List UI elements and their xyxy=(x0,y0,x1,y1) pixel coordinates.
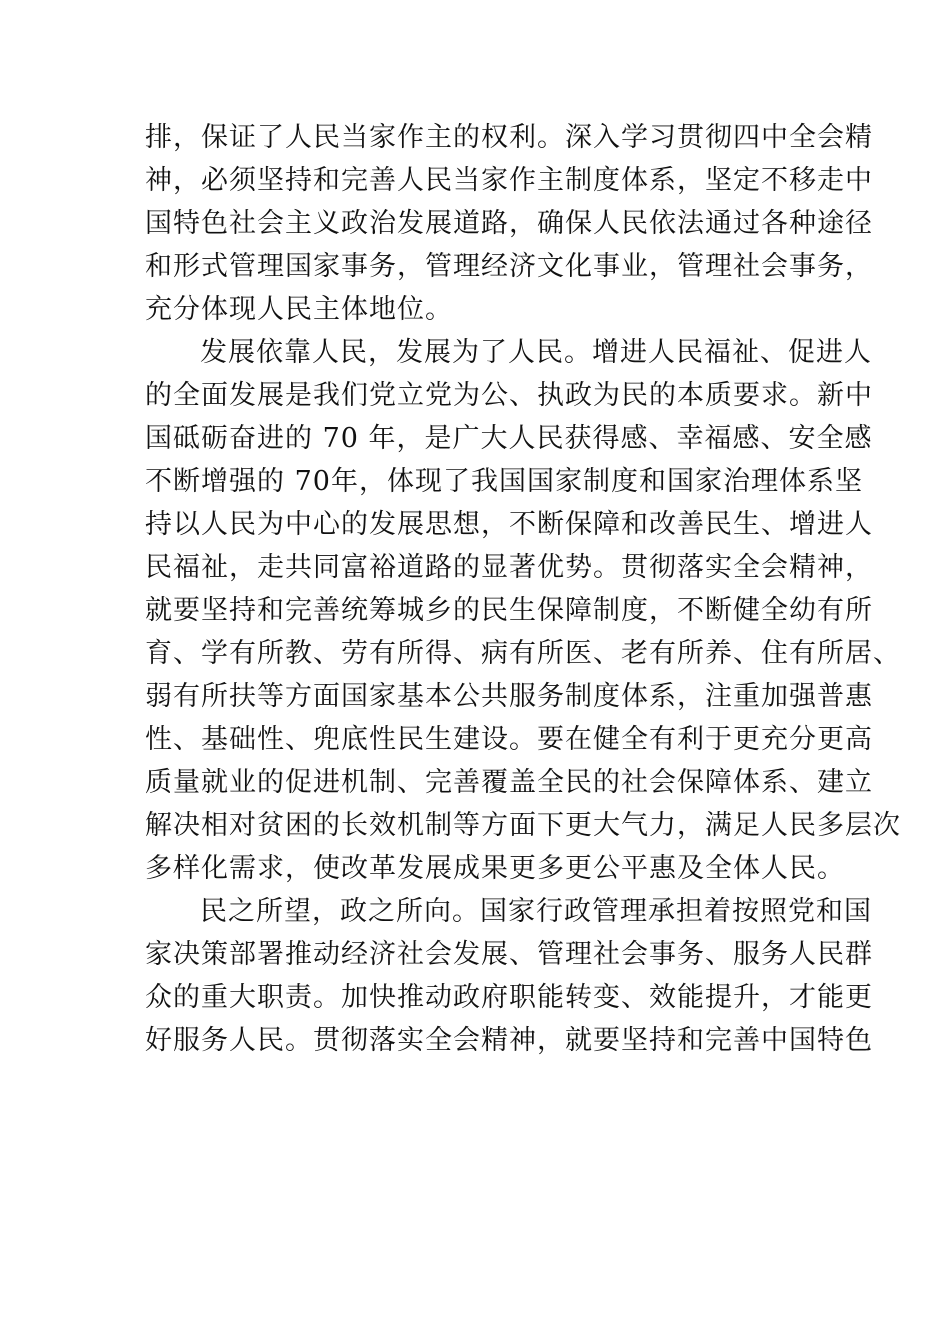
paragraph-line: 充分体现人民主体地位。 xyxy=(145,294,453,325)
paragraph-line: 不断增强的 70年，体现了我国国家制度和国家治理体系坚 xyxy=(145,466,863,497)
paragraph-line: 多样化需求，使改革发展成果更多更公平惠及全体人民。 xyxy=(145,853,845,884)
paragraph-line: 育、学有所教、劳有所得、病有所医、老有所养、住有所居、 xyxy=(145,638,901,669)
paragraph-line: 排，保证了人民当家作主的权利。深入学习贯彻四中全会精 xyxy=(145,122,873,153)
paragraph-line: 质量就业的促进机制、完善覆盖全民的社会保障体系、建立 xyxy=(145,767,873,798)
paragraph-line: 好服务人民。贯彻落实全会精神，就要坚持和完善中国特色 xyxy=(145,1025,873,1056)
paragraph-1 xyxy=(145,116,873,331)
paragraph-line: 民之所望，政之所向。国家行政管理承担着按照党和国 xyxy=(200,896,872,927)
paragraph-line: 性、基础性、兜底性民生建设。要在健全有利于更充分更高 xyxy=(145,724,873,755)
paragraph-line: 解决相对贫困的长效机制等方面下更大气力，满足人民多层次 xyxy=(145,810,901,841)
paragraph-line: 国砥砺奋进的 70 年，是广大人民获得感、幸福感、安全感 xyxy=(145,423,873,454)
paragraph-line: 弱有所扶等方面国家基本公共服务制度体系，注重加强普惠 xyxy=(145,681,873,712)
paragraph-line: 就要坚持和完善统筹城乡的民生保障制度，不断健全幼有所 xyxy=(145,595,873,626)
paragraph-line: 发展依靠人民，发展为了人民。增进人民福祉、促进人 xyxy=(200,337,872,368)
paragraph-line: 众的重大职责。加快推动政府职能转变、效能提升，才能更 xyxy=(145,982,873,1013)
paragraph-line: 持以人民为中心的发展思想，不断保障和改善民生、增进人 xyxy=(145,509,873,540)
paragraph-3 xyxy=(145,890,873,1062)
paragraph-line: 的全面发展是我们党立党为公、执政为民的本质要求。新中 xyxy=(145,380,873,411)
paragraph-line: 民福祉，走共同富裕道路的显著优势。贯彻落实全会精神， xyxy=(145,552,873,583)
paragraph-line: 神，必须坚持和完善人民当家作主制度体系，坚定不移走中 xyxy=(145,165,873,196)
paragraph-2 xyxy=(145,331,901,890)
document-body xyxy=(145,116,901,1062)
paragraph-line: 家决策部署推动经济社会发展、管理社会事务、服务人民群 xyxy=(145,939,873,970)
paragraph-line: 和形式管理国家事务，管理经济文化事业，管理社会事务， xyxy=(145,251,873,282)
paragraph-line: 国特色社会主义政治发展道路，确保人民依法通过各种途径 xyxy=(145,208,873,239)
